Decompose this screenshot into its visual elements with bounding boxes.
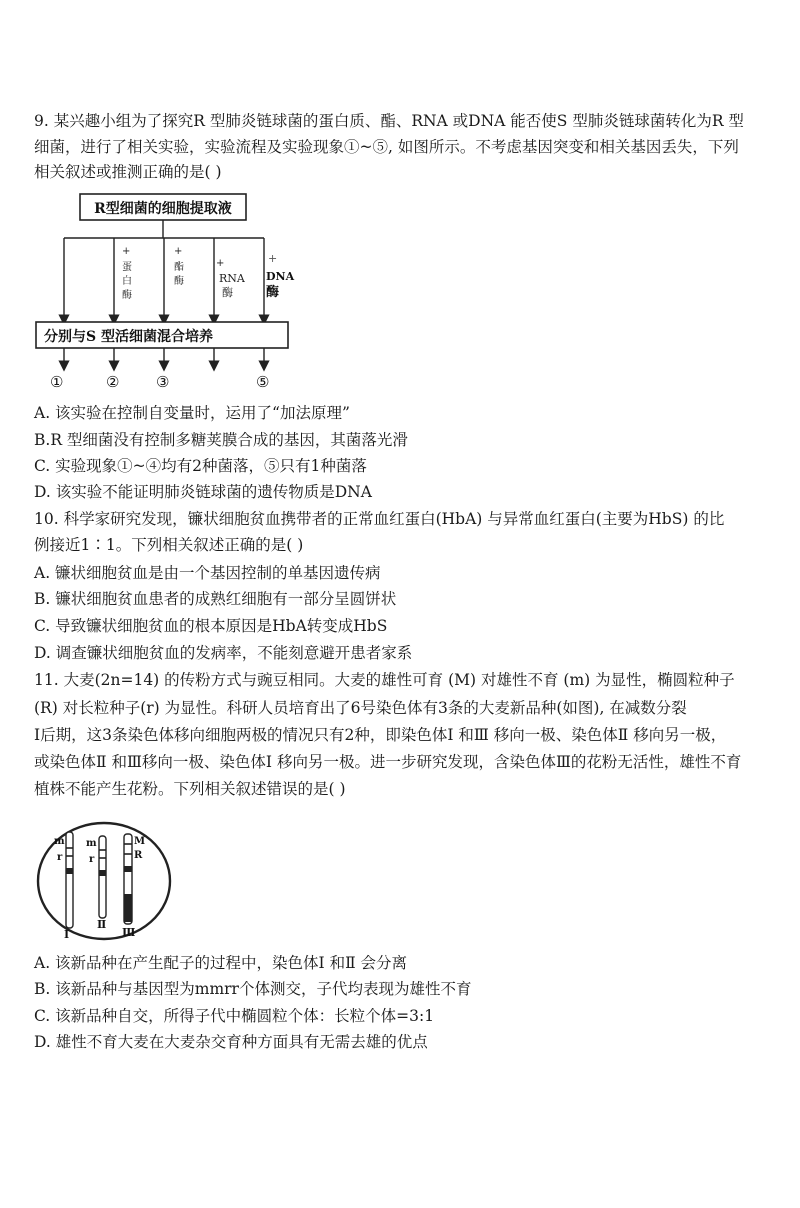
protease-label-3: 酶	[122, 290, 132, 301]
svg-text:+: +	[216, 258, 225, 269]
chrom3-allele-top: M	[134, 836, 146, 847]
q9-option-c: C. 实验现象①~④均有2种菌落，⑤只有1种菌落	[34, 457, 367, 475]
q9-option-d: D. 该实验不能证明肺炎链球菌的遗传物质是DNA	[34, 483, 372, 501]
svg-text:+: +	[122, 246, 131, 257]
svg-text:+: +	[174, 246, 183, 257]
q9-stem-line-2: 细菌，进行了相关实验，实验流程及实验现象①~⑤, 如图所示。不考虑基因突变和相关基因丢失，下列	[34, 138, 739, 156]
chrom2-label: Ⅱ	[97, 918, 107, 931]
chrom3-allele-bottom: R	[134, 850, 143, 861]
chrom2-allele-top: m	[86, 838, 97, 849]
q9-stem-line-1: 9. 某兴趣小组为了探究R 型肺炎链球菌的蛋白质、酯、RNA 或DNA 能否使S 型肺炎链球菌转化为R 型	[34, 112, 744, 130]
rnase-label-1: RNA	[219, 272, 245, 285]
dnase-label-1: DNA	[266, 270, 295, 283]
q11-stem-line-4: 或染色体Ⅱ 和Ⅲ移向一极、染色体Ⅰ 移向另一极。进一步研究发现，含染色体Ⅲ的花粉无活性，雄性不育	[34, 753, 742, 771]
q10-option-a: A. 镰状细胞贫血是由一个基因控制的单基因遗传病	[34, 564, 381, 582]
q11-stem-line-2: (R) 对长粒种子(r) 为显性。科研人员培育出了6号染色体有3条的大麦新品种(如图), 在减数分裂	[34, 699, 687, 717]
chrom1-allele-top: m	[54, 836, 65, 847]
q11-stem-line-1: 11. 大麦(2n=14) 的传粉方式与豌豆相同。大麦的雄性可育 (M) 对雄性不育 (m) 为显性，椭圆粒种子	[34, 671, 735, 689]
outcome-2: ②	[106, 373, 120, 391]
chrom1-label: Ⅰ	[64, 928, 70, 941]
q11-chromosome-diagram	[34, 820, 174, 942]
q10-option-d: D. 调查镰状细胞贫血的发病率，不能刻意避开患者家系	[34, 644, 413, 662]
q9-option-b: B.R 型细菌没有控制多糖荚膜合成的基因，其菌落光滑	[34, 431, 408, 449]
q9-stem-line-3: 相关叙述或推测正确的是( )	[34, 163, 222, 181]
chrom1-allele-bottom: r	[57, 852, 63, 863]
culture-box-label: 分别与S 型活细菌混合培养	[44, 329, 213, 345]
q11-option-d: D. 雄性不育大麦在大麦杂交育种方面具有无需去雄的优点	[34, 1033, 428, 1051]
dnase-label-2: 酶	[266, 285, 280, 300]
rnase-label-2: 酶	[222, 286, 233, 299]
q11-option-b: B. 该新品种与基因型为mmrr个体测交，子代均表现为雄性不育	[34, 980, 472, 998]
esterase-label-2: 酶	[174, 276, 184, 287]
esterase-label-1: 酯	[174, 262, 184, 273]
q10-stem-line-2: 例接近1∶1。下列相关叙述正确的是( )	[34, 536, 304, 554]
q10-stem-line-1: 10. 科学家研究发现，镰状细胞贫血携带者的正常血红蛋白(HbA) 与异常血红蛋白(主要为HbS) 的比	[34, 510, 725, 528]
chrom2-allele-bottom: r	[89, 854, 95, 865]
chrom3-label: Ⅲ	[122, 926, 136, 939]
q10-option-c: C. 导致镰状细胞贫血的根本原因是HbA转变成HbS	[34, 617, 388, 635]
protease-label-1: 蛋	[122, 262, 132, 273]
q11-stem-line-5: 植株不能产生花粉。下列相关叙述错误的是( )	[34, 780, 346, 798]
q11-option-c: C. 该新品种自交，所得子代中椭圆粒个体：长粒个体=3:1	[34, 1007, 435, 1025]
outcome-5: ⑤	[256, 373, 270, 391]
protease-label-2: 白	[122, 276, 132, 287]
q9-option-a: A. 该实验在控制自变量时，运用了“加法原理”	[34, 404, 350, 422]
extract-box-label: R型细菌的细胞提取液	[94, 201, 232, 217]
outcome-3: ③	[156, 373, 170, 391]
q10-option-b: B. 镰状细胞贫血患者的成熟红细胞有一部分呈圆饼状	[34, 590, 397, 608]
q9-flow-diagram	[34, 190, 314, 398]
svg-text:+: +	[268, 252, 278, 265]
q11-stem-line-3: Ⅰ后期，这3条染色体移向细胞两极的情况只有2种，即染色体Ⅰ 和Ⅲ 移向一极、染色体Ⅱ 移向另一极，	[34, 726, 727, 744]
q11-option-a: A. 该新品种在产生配子的过程中，染色体Ⅰ 和Ⅱ 会分离	[34, 954, 408, 972]
outcome-1: ①	[50, 373, 64, 391]
